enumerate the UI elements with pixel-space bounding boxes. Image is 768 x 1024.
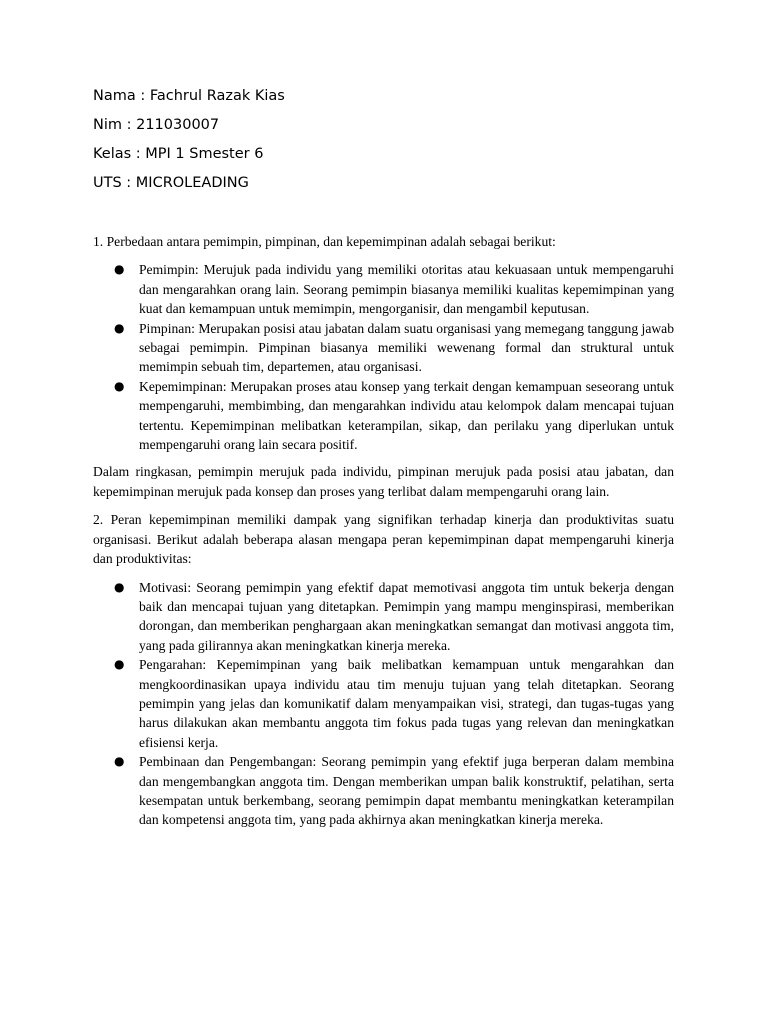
- document-body: [93, 232, 674, 838]
- bullet-icon: ●: [114, 320, 125, 335]
- section1-list: [93, 260, 674, 454]
- bullet-icon: ●: [114, 262, 125, 277]
- bullet-icon: ●: [114, 378, 125, 393]
- student-name: Nama : Fachrul Razak Kias: [93, 88, 285, 104]
- section1-item-kepemimpinan: ● Kepemimpinan: Merupakan proses atau konsep yang terkait dengan kemampuan seseorang untuk mempengaruhi, membimbing, dan mengarahkan individu atau kelompok dalam mencapai tujuan tertentu. Kepemimpinan melibatkan keterampilan, sikap, dan perilaku yang diperlukan untuk mempengaruhi orang lain secara positif.: [114, 378, 674, 453]
- section2-item-pembinaan: ● Pembinaan dan Pengembangan: Seorang pemimpin yang efektif juga berperan dalam membina dan mengembangkan anggota tim. Dengan memberikan umpan balik konstruktif, pelatihan, serta kesempatan untuk berkembang, seorang pemimpin dapat membantu meningkatkan keterampilan dan kompetensi anggota tim, yang pada akhirnya akan meningkatkan kinerja mereka.: [114, 754, 674, 828]
- section1-item-pimpinan: ● Pimpinan: Merupakan posisi atau jabatan dalam suatu organisasi yang memegang tanggung jawab sebagai pemimpin. Pimpinan biasanya memiliki wewenang formal dan struktural untuk memimpin sebuah tim, departemen, atau organisasi.: [114, 320, 674, 375]
- section2-list: [93, 578, 674, 830]
- bullet-icon: ●: [114, 579, 125, 594]
- section2-item-motivasi: ● Motivasi: Seorang pemimpin yang efektif dapat memotivasi anggota tim untuk bekerja dengan baik dan mencapai tujuan yang ditetapkan. Pemimpin yang mampu menginspirasi, memberikan dorongan, dan memberikan penghargaan akan meningkatkan semangat dan motivasi anggota tim, yang pada gilirannya akan meningkatkan kinerja mereka.: [114, 579, 674, 653]
- section1-intro: 1. Perbedaan antara pemimpin, pimpinan, dan kepemimpinan adalah sebagai berikut:: [93, 234, 556, 249]
- section2-item-pengarahan: ● Pengarahan: Kepemimpinan yang baik melibatkan kemampuan untuk mengarahkan dan mengkoordinasikan upaya individu atau tim menuju tujuan yang telah ditetapkan. Seorang pemimpin yang jelas dan komunikatif dalam menyampaikan visi, strategi, dan tugas-tugas yang harus dilakukan akan membantu anggota tim fokus pada tugas yang relevan dan meningkatkan efisiensi kerja.: [114, 657, 674, 750]
- student-class: Kelas : MPI 1 Smester 6: [93, 146, 264, 162]
- student-nim: Nim : 211030007: [93, 117, 220, 133]
- section2-intro: 2. Peran kepemimpinan memiliki dampak yang signifikan terhadap kinerja dan produktivitas suatu organisasi. Berikut adalah beberapa alasan mengapa peran kepemimpinan dapat mempengaruhi kinerja dan produktivitas:: [93, 512, 674, 567]
- bullet-icon: ●: [114, 657, 125, 672]
- section1-item-pemimpin: ● Pemimpin: Merujuk pada individu yang memiliki otoritas atau kekuasaan untuk mempengaruhi dan mengarahkan orang lain. Seorang pemimpin biasanya memiliki kualitas kepemimpinan yang kuat dan kemampuan untuk memimpin, mengorganisir, dan mengambil keputusan.: [114, 262, 674, 317]
- section1-summary: Dalam ringkasan, pemimpin merujuk pada individu, pimpinan merujuk pada posisi atau jabatan, dan kepemimpinan merujuk pada konsep dan proses yang terlibat dalam mempengaruhi orang lain.: [93, 464, 674, 499]
- exam-title: UTS : MICROLEADING: [93, 175, 249, 191]
- bullet-icon: ●: [114, 754, 125, 769]
